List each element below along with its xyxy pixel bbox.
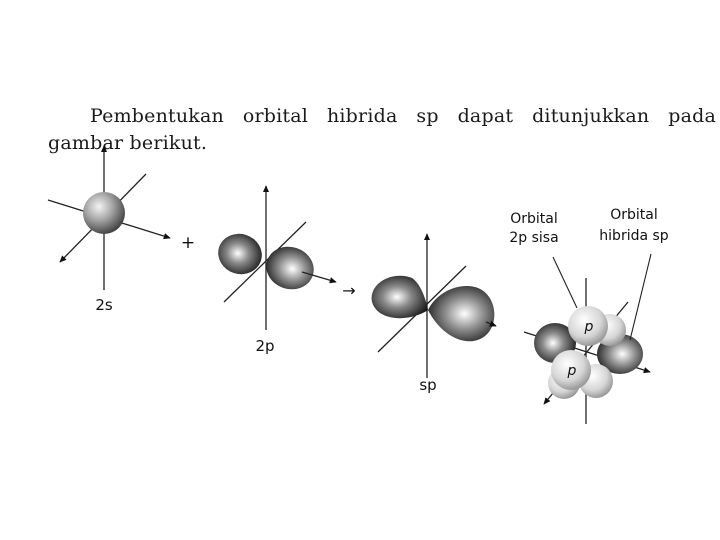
s-orbital-sphere: [83, 192, 125, 234]
pointer-hybrid-sp: [630, 254, 651, 340]
label-p-bottom: p: [567, 363, 577, 379]
label-sp: sp: [419, 376, 437, 394]
label-hybrid-line2: hibrida sp: [599, 228, 669, 244]
p-lobe-left: [213, 228, 267, 280]
label-2p: 2p: [255, 337, 275, 355]
label-remaining-p-line1: Orbital: [510, 211, 558, 227]
plus-sign: +: [180, 233, 196, 253]
label-remaining-p-line2: 2p sisa: [509, 230, 559, 246]
label-2s: 2s: [95, 296, 113, 314]
body-paragraph: Pembentukan orbital hibrida sp dapat ditunjukkan pada gambar berikut.: [48, 105, 716, 154]
orbital-2s-diagram: [48, 146, 170, 314]
label-hybrid-line1: Orbital: [610, 207, 658, 223]
sp-hybrid-with-remaining-p: [509, 207, 668, 424]
sp-lobe-small: [372, 276, 428, 318]
sp-lobe-large: [428, 286, 494, 341]
pointer-remaining-p: [553, 257, 577, 308]
label-p-top: p: [584, 319, 594, 335]
orbital-sp-diagram: [372, 234, 496, 394]
orbital-2p-diagram: [213, 186, 336, 355]
p-lobe-right: [261, 241, 320, 296]
reaction-arrow: →: [342, 281, 356, 300]
